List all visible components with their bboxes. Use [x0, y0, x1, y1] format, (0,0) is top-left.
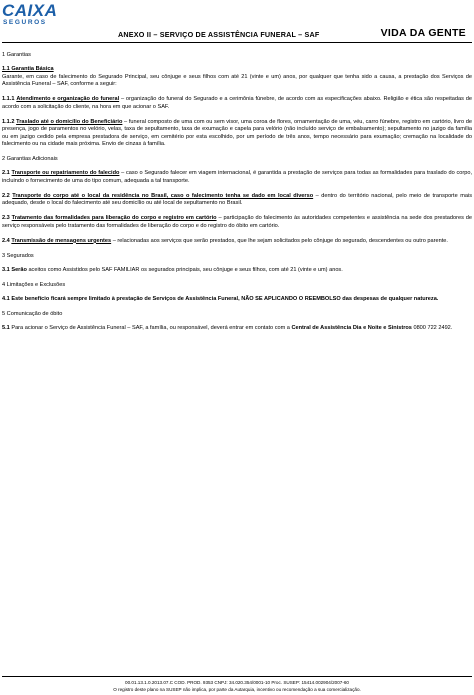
footer-registration: 00.01.13.1.0.2013.07.C COD. PROD. 9353 CNPJ: 34.020.354/0001-10 Proc. SUSEP: 15414.002904/2007-60 [125, 680, 349, 685]
section-2-4: 2.4 Transmissão de mensagens urgentes – relacionadas aos serviços que serão prestados, que lhe sejam solicitados pelo cônjuge do segurado, descendentes ou outro parente. [2, 237, 448, 244]
page-header [0, 0, 474, 38]
section-1-1-2: 1.1.2 Traslado até o domicílio do Beneficiário – funeral composto de uma com ou sem visor, uma coroa de flores, ornamentação de uma, véu, carro fúnebre, registro em cartório, livro de presença, jogo de paramentos no velório, velas, taxa de sepultamento, taxa de exumação e capela para velório (não incluído serviço de embalsamento); sepultamento no jazigo da família ou em jazigo cedido pela empresa prestadora de serviço, em cemitério por esta escolhido, por um período de três anos, tempo necessário para exumação; cremação na localidade do falecimento ou na cidade mais próxima. Envio de cinzas à família. [2, 118, 473, 148]
document-body [2, 52, 472, 340]
section-3-title: 3 Segurados [2, 252, 34, 259]
section-5-1: 5.1 Para acionar o Serviço de Assistência Funeral – SAF, a família, ou responsável, deverá entrar em contato com a Central de Assistência Dia e Noite e Sinistros 0800 722 2492. [2, 324, 453, 331]
footer-disclaimer: O registro deste plano na SUSEP não implica, por parte da Autarquia, incentivo ou recomendação a sua comercialização. [113, 687, 361, 692]
section-1-1-title: 1.1 Garantia Básica [2, 66, 54, 73]
section-4-1: 4.1 Este benefício ficará sempre limitado à prestação de Serviços de Assistência Funeral, NÃO SE APLICANDO O REEMBOLSO das despesas de qualquer natureza. [2, 295, 439, 302]
section-1-1-body: Garante, em caso de falecimento do Segurado Principal, seu cônjuge e seus filhos com até 21 (vinte e um) anos, por qualquer que tenha sido a causa, a prestação dos Serviços de Assistência Funeral – SAF, conforme a seguir: [2, 73, 472, 88]
section-1-title: 1 Garantias [2, 52, 31, 58]
logo-word: CAIXA [2, 1, 58, 20]
section-5-title: 5 Comunicação de óbito [2, 310, 63, 317]
section-2-2: 2.2 Transporte do corpo até o local da residência no Brasil, caso o falecimento tenha se dado em local diverso – dentro do território nacional, pelo meio de transporte mais adequado, desde o local do falecimento até seu domicílio ou até local de sepultamento no Brasil. [2, 192, 472, 207]
footer-divider [2, 676, 472, 677]
section-2-title: 2 Garantias Adicionais [2, 156, 58, 163]
section-1-1-1: 1.1.1 Atendimento e organização do funeral – organização do funeral do Segurado e a cerimônia fúnebre, de acordo com as especificações abaixo. Religião e ética são respeitadas de acordo com a solicitação do cliente, na hora em que acionar o SAF. [2, 96, 472, 110]
section-2-3: 2.3 Tratamento das formalidades para liberação do corpo e registro em cartório – participação do falecimento às autoridades competentes e assistência na sede dos prestadores de serviço responsáveis pelo tratamento das formalidades de liberação do corpo e do registro do óbito em cartório. [2, 215, 472, 229]
product-brand: VIDA DA GENTE [380, 27, 466, 39]
section-2-1: 2.1 Transporte ou repatriamento do falecido – caso o Segurado falecer em viagem internacional, é garantida a prestação de serviços para todas as formalidades para traslado do corpo, incluindo o fornecimento de uma do tipo comum, adequada a tal transporte. [2, 170, 472, 184]
section-3-1: 3.1 Serão aceitos como Assistidos pelo SAF FAMILIAR os segurados principais, seu cônjuge e seus filhos, com até 21 (vinte e um) anos. [2, 266, 343, 273]
section-4-title: 4 Limitações e Exclusões [2, 281, 66, 288]
caixa-seguros-logo [2, 2, 58, 30]
logo-sub: SEGUROS [3, 19, 47, 26]
document-title: ANEXO II – SERVIÇO DE ASSISTÊNCIA FUNERAL – SAF [118, 30, 320, 39]
header-divider [2, 42, 472, 43]
